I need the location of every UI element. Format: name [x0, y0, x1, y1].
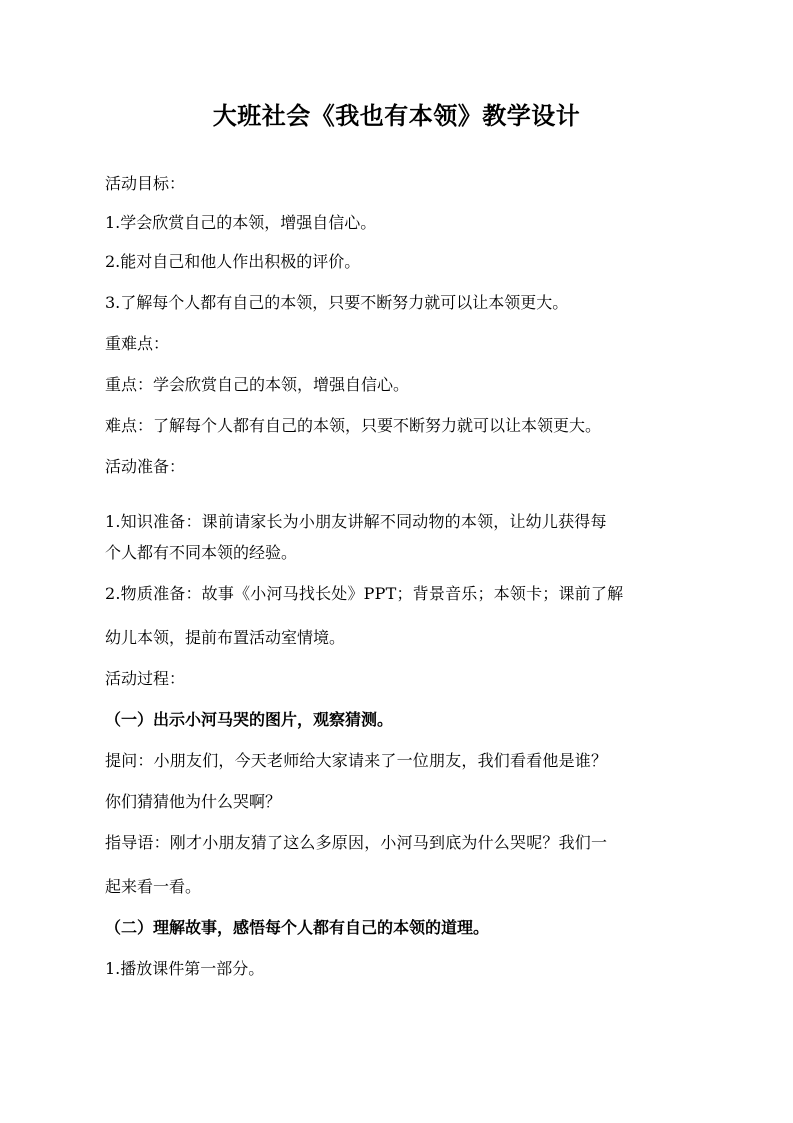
preparation-item-2-line-1: 2.物质准备：故事《小河马找长处》PPT；背景音乐；本领卡；课前了解: [105, 584, 624, 603]
process-guide-line-1: 指导语：刚才小朋友猜了这么多原因，小河马到底为什么哭呢？我们一: [105, 833, 608, 852]
process-guide-line-2: 起来看一看。: [105, 877, 202, 896]
key-point: 重点：学会欣赏自己的本领，增强自信心。: [105, 375, 410, 394]
goal-item-3: 3.了解每个人都有自己的本领，只要不断努力就可以让本领更大。: [105, 293, 569, 312]
document-title: 大班社会《我也有本领》教学设计: [212, 101, 581, 130]
section-heading-process: 活动过程：: [105, 669, 186, 688]
goal-item-1: 1.学会欣赏自己的本领，增强自信心。: [105, 213, 377, 232]
preparation-item-1-line-2: 个人都有不同本领的经验。: [105, 543, 298, 562]
difficult-point: 难点：了解每个人都有自己的本领，只要不断努力就可以让本领更大。: [105, 416, 602, 435]
preparation-item-2-line-2: 幼儿本领，提前布置活动室情境。: [105, 628, 346, 647]
section-heading-goals: 活动目标：: [105, 174, 186, 193]
section-heading-key-points: 重难点：: [105, 334, 170, 353]
process-question-line-2: 你们猜猜他为什么哭啊？: [105, 792, 282, 811]
process-step-1-heading: （一）出示小河马哭的图片，观察猜测。: [105, 710, 394, 729]
process-step-2-heading: （二）理解故事，感悟每个人都有自己的本领的道理。: [105, 918, 490, 937]
process-question-line-1: 提问：小朋友们，今天老师给大家请来了一位朋友，我们看看他是谁？: [105, 751, 608, 770]
preparation-item-1-line-1: 1.知识准备：课前请家长为小朋友讲解不同动物的本领，让幼儿获得每: [105, 512, 607, 531]
goal-item-2: 2.能对自己和他人作出积极的评价。: [105, 252, 361, 271]
section-heading-preparation: 活动准备：: [105, 457, 186, 476]
process-step-2-item-1: 1.播放课件第一部分。: [105, 959, 265, 978]
